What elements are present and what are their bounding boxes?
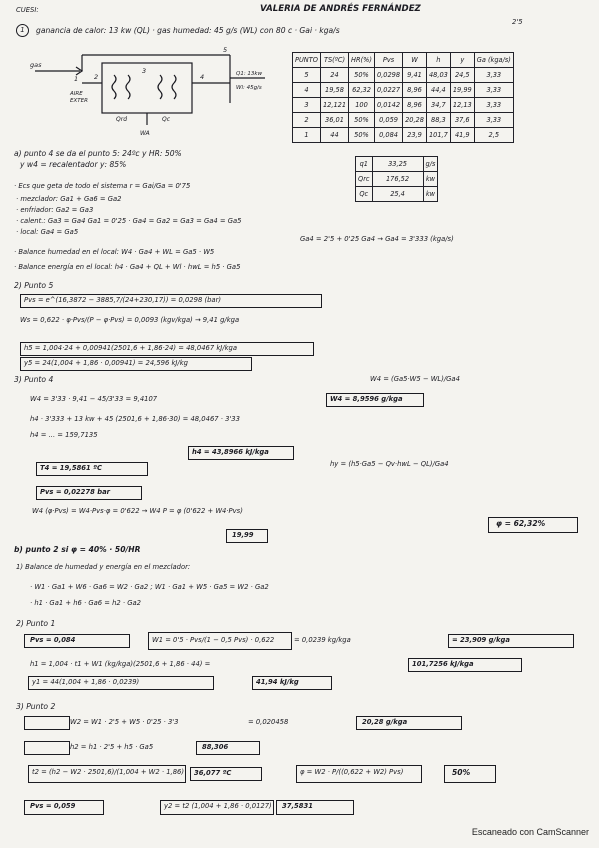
section-a-line: · Balance energía en el local: h4 · Ga4 + QL + Wl · hwL = h5 · Ga5	[14, 263, 241, 271]
section-a-line: · calent.: Ga3 = Ga4 Ga1 = 0'25 · Ga4 = Ga2 = Ga3 = Ga4 = Ga5	[16, 217, 242, 225]
table-cell: 101,7	[426, 128, 450, 143]
table-cell: 24	[320, 68, 348, 83]
table-row	[356, 172, 438, 187]
table-header-cell: Pvs	[374, 53, 402, 68]
section-a-line: · local: Ga4 = Ga5	[16, 228, 79, 236]
w1-value: = 0,0239 kg/kga	[294, 636, 351, 644]
table-cell: 0,059	[374, 113, 402, 128]
author-name: VALERIA DE ANDRÉS FERNÁNDEZ	[260, 4, 421, 14]
h2-label-box	[24, 741, 70, 755]
table-header-cell: PUNTO	[293, 53, 321, 68]
table-cell: 12,121	[320, 98, 348, 113]
problem-statement: ganancia de calor: 13 kw (QL) · gas humedad: 45 g/s (WL) con 80 c · Gai · kga/s	[36, 26, 340, 35]
section-a-line: · mezclador: Ga1 + Ga6 = Ga2	[16, 195, 122, 203]
point-2-title: 3) Punto 2	[16, 702, 56, 711]
table-cell: kw	[423, 172, 438, 187]
table-cell: Qc	[356, 187, 373, 202]
table-cell: 12,13	[450, 98, 474, 113]
t2-formula: t2 = (h2 − W2 · 2501,6)/(1,004 + W2 · 1,86)	[32, 768, 184, 776]
ratio-mark: 2'5	[512, 18, 523, 26]
table-cell: 20,28	[403, 113, 427, 128]
table-cell: 8,96	[403, 98, 427, 113]
table-cell: 3	[293, 98, 321, 113]
diagram-bottom-label: WA	[140, 130, 150, 137]
h4-line-2: h4 = ... = 159,7135	[30, 431, 98, 439]
h2-result: 88,306	[202, 743, 229, 751]
table-cell: 3,33	[474, 98, 513, 113]
corner-tag: CUESI:	[16, 6, 39, 14]
diagram-right-line-2: Wl: 45g/s	[236, 85, 262, 91]
table-header-cell: h	[426, 53, 450, 68]
w2-formula: W2 = W1 · 2'5 + W5 · 0'25 · 3'3	[70, 718, 179, 726]
table-cell: 9,41	[403, 68, 427, 83]
table-cell: 33,25	[372, 157, 423, 172]
point-1-title: 2) Punto 1	[16, 619, 56, 628]
y2-formula: y2 = t2 (1,004 + 1,86 · 0,0127)	[164, 802, 272, 810]
t2-result: 36,077 ºC	[194, 769, 232, 777]
table-cell: 4	[293, 83, 321, 98]
table-cell: 0,0227	[374, 83, 402, 98]
table-row	[293, 128, 514, 143]
diagram-node-1: 1	[74, 75, 79, 83]
table-cell: Qrc	[356, 172, 373, 187]
system-diagram	[30, 43, 280, 143]
table-header-row	[293, 53, 514, 68]
section-a-line: Ga4 = 2'5 + 0'25 Ga4 → Ga4 = 3'333 (kga/s)	[300, 235, 454, 243]
h2-formula: h2 = h1 · 2'5 + h5 · Ga5	[70, 743, 154, 751]
w4-general-formula: W4 = (Ga5·W5 − WL)/Ga4	[370, 375, 460, 383]
pvs1-result: Pvs = 0,084	[30, 636, 76, 644]
section-b-line: 1) Balance de humedad y energía en el mezclador:	[16, 563, 191, 571]
w2-label-box	[24, 716, 70, 730]
table-cell: 37,6	[450, 113, 474, 128]
section-b-title: b) punto 2 si φ = 40% · 50/HR	[14, 545, 141, 554]
hy-formula: hy = (h5·Ga5 − Qv·hwL − QL)/Ga4	[330, 460, 449, 468]
w4-calc: W4 = 3'33 · 9,41 − 45/3'33 = 9,4107	[30, 395, 158, 403]
table-cell: 24,5	[450, 68, 474, 83]
y1-formula: y1 = 44(1,004 + 1,86 · 0,0239)	[32, 678, 140, 686]
table-header-cell: HR(%)	[349, 53, 375, 68]
y5-formula: y5 = 24(1,004 + 1,86 · 0,00941) = 24,596 kJ/kg	[24, 359, 188, 367]
table-cell: 48,03	[426, 68, 450, 83]
t4-result: T4 = 19,5861 ºC	[40, 464, 102, 472]
table-cell: 41,9	[450, 128, 474, 143]
diagram-node-5: 5	[223, 46, 228, 54]
table-cell: 19,99	[450, 83, 474, 98]
table-cell: 88,3	[426, 113, 450, 128]
table-cell: 62,32	[349, 83, 375, 98]
heat-table	[355, 156, 438, 202]
pvs5-formula: Pvs = e^(16,3872 − 3885,7/(24+230,17)) = 0,0298 (bar)	[24, 296, 222, 304]
t4-ts-value: 19,99	[232, 531, 254, 539]
table-cell: 176,52	[372, 172, 423, 187]
phi4-result: φ = 62,32%	[496, 519, 546, 528]
table-cell: 50%	[349, 113, 375, 128]
section-2-title: 2) Punto 5	[14, 281, 54, 290]
pvs4-result: Pvs = 0,02278 bar	[40, 488, 111, 496]
section-b-line: · h1 · Ga1 + h6 · Ga6 = h2 · Ga2	[30, 599, 141, 607]
table-header-cell: W	[403, 53, 427, 68]
diagram-right-line-1: Q1: 13kw	[236, 71, 263, 77]
diagram-node-3: 3	[142, 67, 147, 75]
w2-value: = 0,020458	[248, 718, 289, 726]
table-row	[293, 68, 514, 83]
diagram-node-4: 4	[200, 73, 205, 81]
table-cell: 19,58	[320, 83, 348, 98]
table-cell: 3,33	[474, 113, 513, 128]
y2-result: 37,5831	[282, 802, 313, 810]
diagram-inlet: gas	[30, 61, 42, 69]
w5-formula: Ws = 0,622 · φ·Pvs/(P − φ·Pvs) = 0,0093 (kgv/kga) → 9,41 g/kga	[20, 316, 240, 324]
table-row	[293, 98, 514, 113]
diagram-node-2: 2	[94, 73, 99, 81]
section-a-line: · Balance humedad en el local: W4 · Ga4 + WL = Ga5 · W5	[14, 248, 215, 256]
table-cell: 50%	[349, 128, 375, 143]
table-cell: 0,0142	[374, 98, 402, 113]
section-a-line: y w4 = recalentador y: 85%	[20, 160, 127, 169]
table-cell: 44,4	[426, 83, 450, 98]
section-a-line: · Ecs que geta de todo el sistema r = Gai/Ga = 0'75	[14, 182, 191, 190]
section-3-title: 3) Punto 4	[14, 375, 54, 384]
properties-table	[292, 52, 514, 143]
diagram-heater-label: Qc	[162, 116, 171, 123]
w1-result: = 23,909 g/kga	[452, 636, 510, 644]
h4-line-1: h4 · 3'333 + 13 kw + 45 (2501,6 + 1,86·30) = 48,0467 · 3'33	[30, 415, 240, 423]
table-cell: 25,4	[372, 187, 423, 202]
table-cell: 1	[293, 128, 321, 143]
w4-equation: W4 (φ·Pvs) = W4·Pvs·φ = 0'622 → W4 P = φ (0'622 + W4·Pvs)	[32, 507, 243, 515]
table-cell: 100	[349, 98, 375, 113]
diagram-coil-label: Qrd	[116, 116, 127, 123]
h1-formula: h1 = 1,004 · t1 + W1 (kg/kga)(2501,6 + 1,86 · 44) =	[30, 660, 211, 668]
table-cell: g/s	[423, 157, 438, 172]
phi2-formula: φ = W2 · P/((0,622 + W2) Pvs)	[300, 768, 404, 776]
table-cell: 2,5	[474, 128, 513, 143]
table-header-cell: y	[450, 53, 474, 68]
table-row	[293, 83, 514, 98]
diagram-mix: AIRE	[70, 91, 83, 97]
problem-number: 1	[16, 24, 29, 37]
table-cell: 34,7	[426, 98, 450, 113]
w4-result: W4 = 8,9596 g/kga	[330, 395, 403, 403]
table-cell: 23,9	[403, 128, 427, 143]
table-row	[356, 157, 438, 172]
table-cell: 0,084	[374, 128, 402, 143]
table-row	[293, 113, 514, 128]
table-header-cell: TS(ºC)	[320, 53, 348, 68]
section-a-line: a) punto 4 se da el punto 5: 24ºc y HR: 50%	[14, 149, 182, 158]
table-row	[356, 187, 438, 202]
table-cell: 44	[320, 128, 348, 143]
w1-formula: W1 = 0'5 · Pvs/(1 − 0,5 Pvs) · 0,622	[152, 636, 275, 644]
diagram-mix-sub: EXTER	[70, 98, 88, 104]
table-header-cell: Ga (kga/s)	[474, 53, 513, 68]
table-cell: 3,33	[474, 68, 513, 83]
section-b-line: · W1 · Ga1 + W6 · Ga6 = W2 · Ga2 ; W1 · Ga1 + W5 · Ga5 = W2 · Ga2	[30, 583, 269, 591]
h1-result: 101,7256 kJ/kga	[412, 660, 474, 668]
table-cell: 5	[293, 68, 321, 83]
table-cell: 8,96	[403, 83, 427, 98]
table-cell: 36,01	[320, 113, 348, 128]
table-cell: 50%	[349, 68, 375, 83]
w2-result: 20,28 g/kga	[362, 718, 408, 726]
phi2-result: 50%	[452, 768, 471, 777]
table-cell: 2	[293, 113, 321, 128]
table-cell: kw	[423, 187, 438, 202]
section-a-line: · enfriador: Ga2 = Ga3	[16, 206, 94, 214]
h4-result: h4 = 43,8966 kJ/kga	[192, 448, 269, 456]
h5-formula: h5 = 1,004·24 + 0,00941(2501,6 + 1,86·24) = 48,0467 kJ/kga	[24, 344, 238, 352]
scanner-watermark: Escaneado con CamScanner	[471, 827, 589, 837]
pvs2-result: Pvs = 0,059	[30, 802, 76, 810]
table-cell: 0,0298	[374, 68, 402, 83]
table-cell: 3,33	[474, 83, 513, 98]
y1-result: 41,94 kJ/kg	[256, 678, 299, 686]
table-cell: q1	[356, 157, 373, 172]
